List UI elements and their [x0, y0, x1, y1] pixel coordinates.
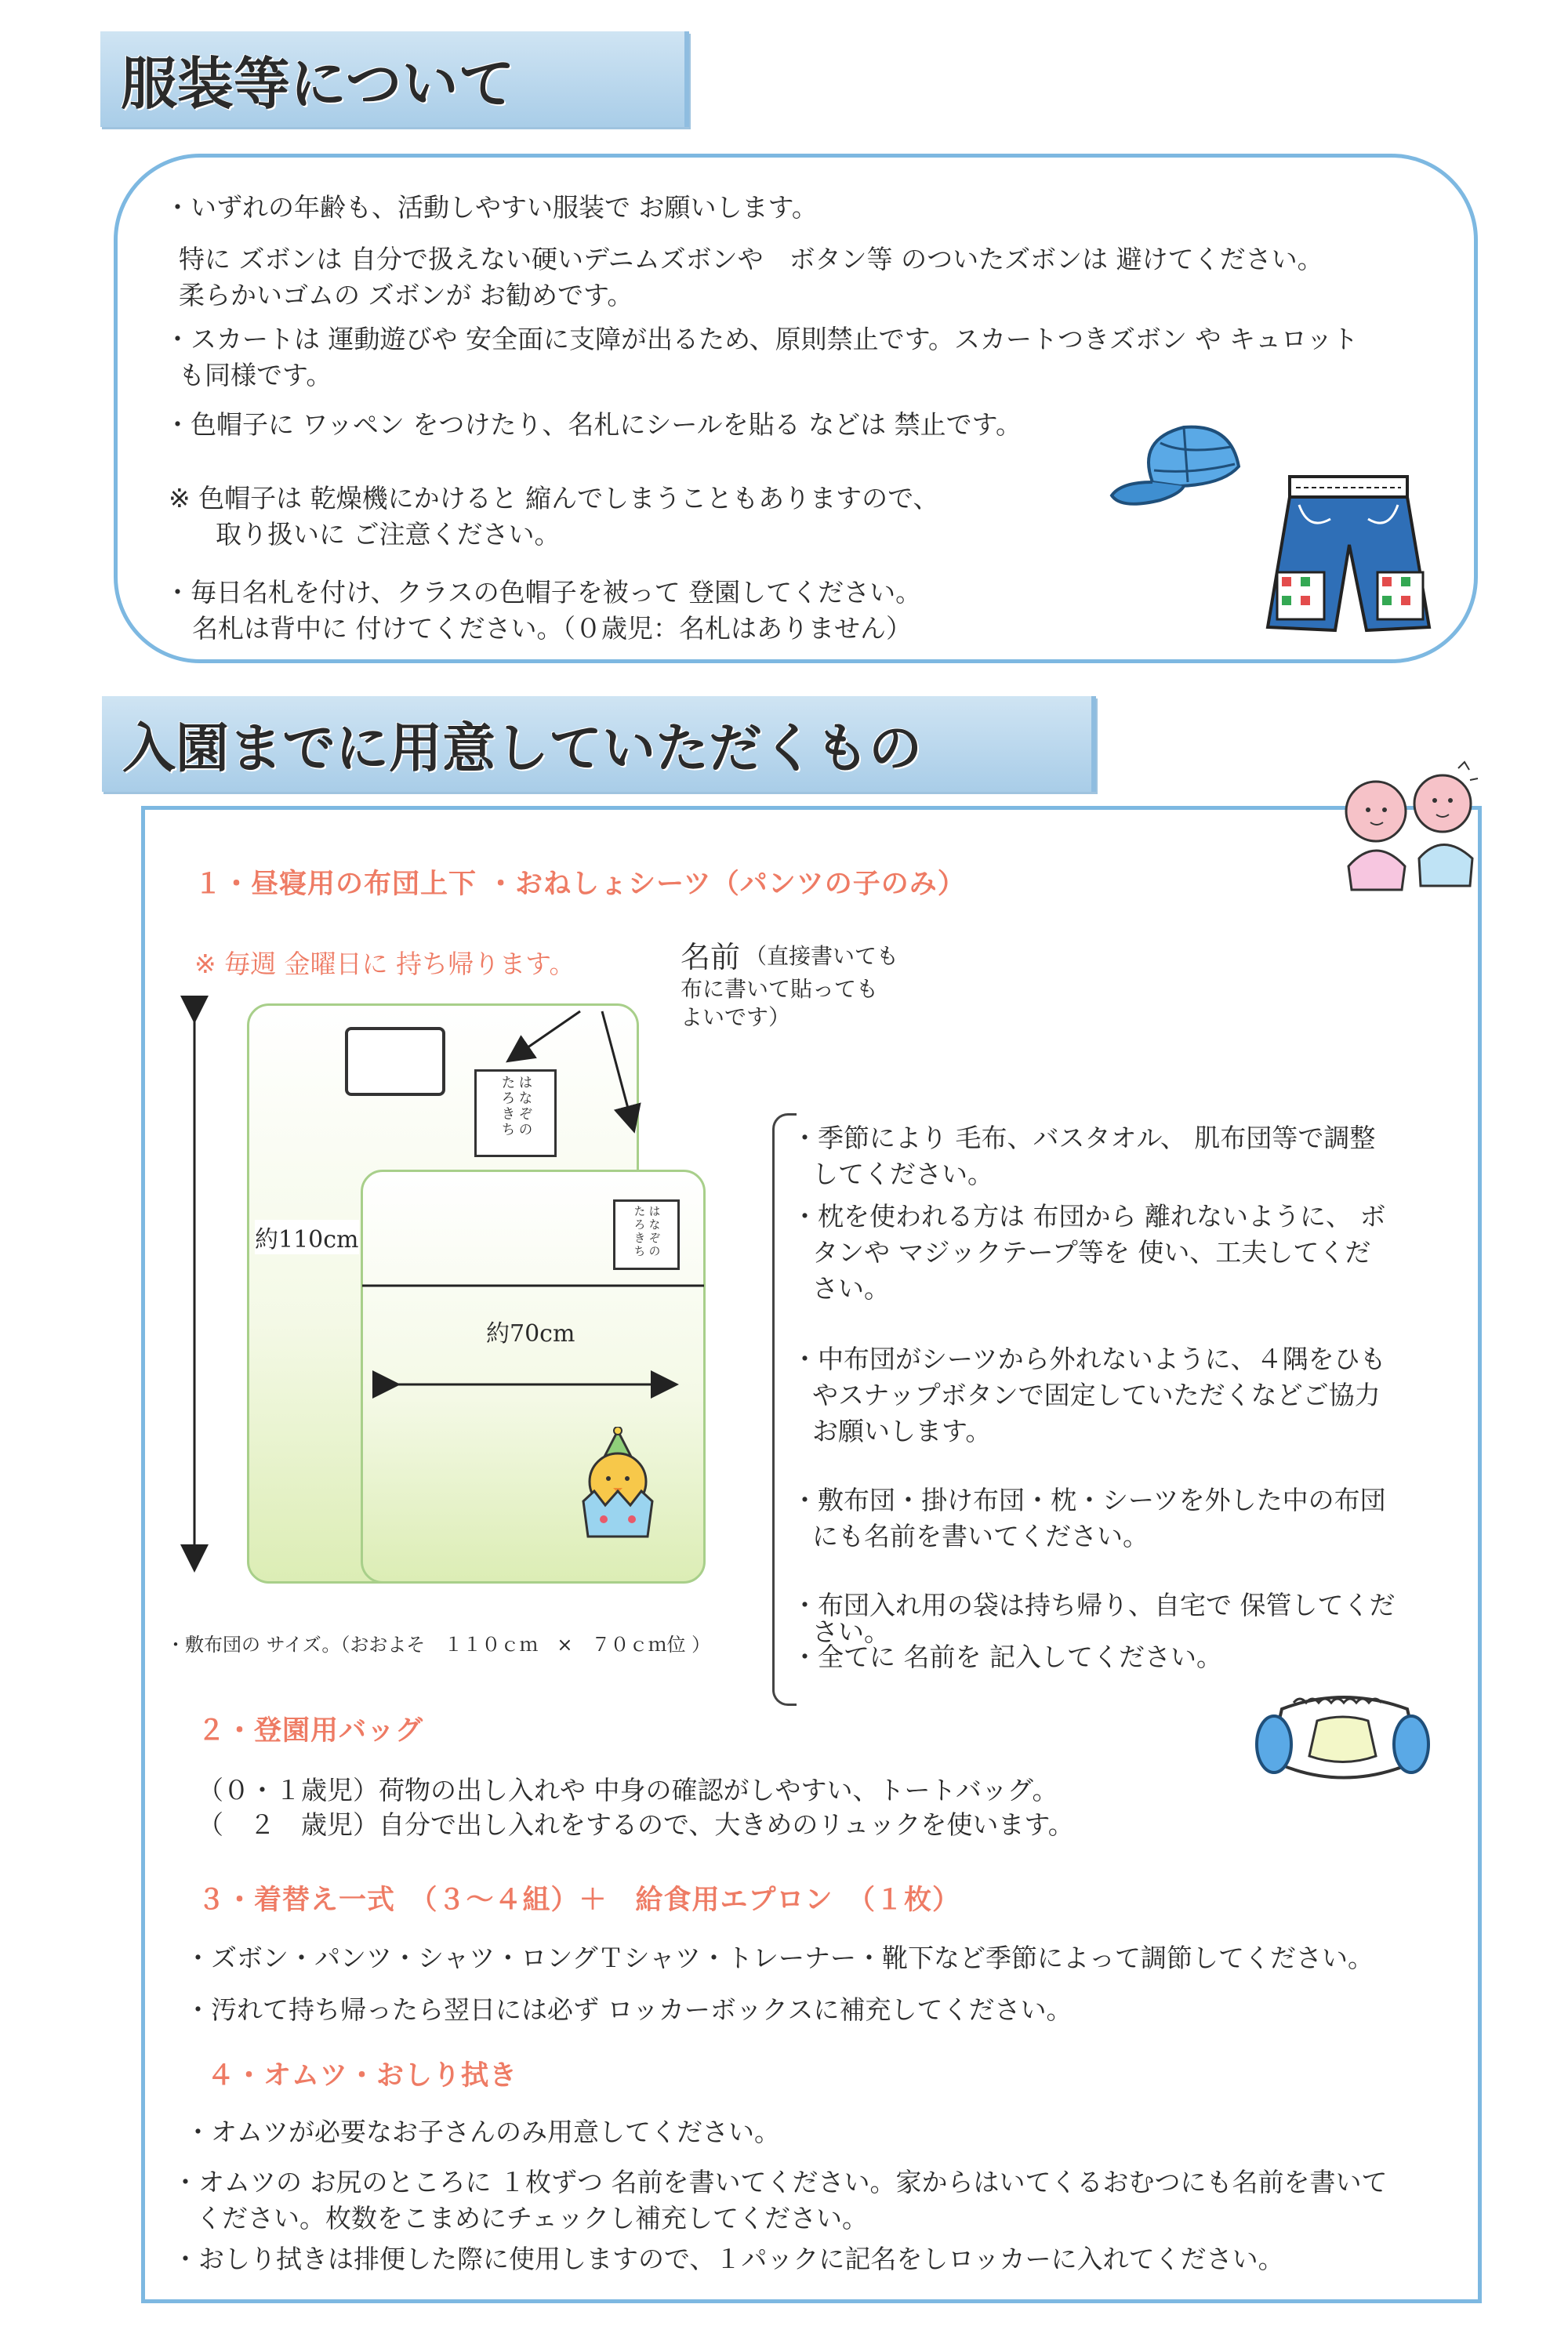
item4-line-1: ・オムツが必要なお子さんのみ用意してください。: [185, 2117, 780, 2147]
chick-illustration: [572, 1427, 666, 1544]
item4-line-2: ・オムツの お尻のところに １枚ずつ 名前を書いてください。家からはいてくるおむつにも名前を書いて: [172, 2167, 1388, 2197]
futon-note-3a: ・中布団がシーツから外れないように、４隅をひも: [792, 1344, 1386, 1374]
section-title-clothing: 服装等について: [121, 51, 515, 117]
section-title-preparation: 入園までに用意していただくもの: [122, 717, 923, 780]
futon-note-1b: してください。: [812, 1159, 993, 1189]
nametag-large-col1: はなぞの: [516, 1075, 533, 1138]
nametag-small-col1: はなぞの: [647, 1205, 662, 1258]
futon-note-2b: タンや マジックテープ等を 使い、工夫してくだ: [812, 1237, 1371, 1268]
clothing-line-4: ・スカートは 運動遊びや 安全面に支障が出るため、原則禁止です。スカートつきズボン や キュロット: [165, 324, 1359, 354]
name-note-2: 布に書いて貼っても: [681, 976, 879, 1002]
item1-heading: １・昼寝用の布団上下 ・おねしょシーツ（パンツの子のみ）: [194, 869, 966, 900]
futon-note-5b: さい。: [812, 1616, 890, 1647]
clothing-line-9: ・毎日名札を付け、クラスの色帽子を被って 登園してください。: [165, 577, 922, 608]
futon-note-2c: さい。: [812, 1273, 890, 1304]
clothing-line-7: ※ 色帽子は 乾燥機にかけると 縮んでしまうこともありますので、: [169, 483, 939, 513]
dim-width-label: 約70cm: [486, 1320, 575, 1348]
item3-heading: ３・着替え一式 （３～４組）＋ 給食用エプロン （１枚）: [198, 1885, 961, 1916]
futon-note-5a: ・布団入れ用の袋は持ち帰り、自宅で 保管してくだ: [792, 1590, 1396, 1620]
clothing-line-1: ・いずれの年齢も、活動しやすい服装で お願いします。: [165, 192, 818, 223]
item4-line-4: ・おしり拭きは排便した際に使用しますので、１パックに記名をしロッカーに入れてください。: [172, 2244, 1284, 2274]
item4-heading: ４・オムツ・おしり拭き: [207, 2060, 518, 2092]
item2-line-2: （ ２ 歳児）自分で出し入れをするので、大きめのリュックを使います。: [198, 1809, 1074, 1840]
item3-line-2: ・汚れて持ち帰ったら翌日には必ず ロッカーボックスに補充してください。: [185, 1994, 1073, 2025]
futon-size-caption: ・敷布団の サイズ。（おおよそ １１０ｃｍ × ７０ｃｍ位 ）: [166, 1634, 711, 1656]
futon-note-4b: にも名前を書いてください。: [812, 1521, 1149, 1551]
clothing-line-6: ・色帽子に ワッペン をつけたり、名札にシールを貼る などは 禁止です。: [165, 409, 1022, 440]
item2-line-1: （０・１歳児）荷物の出し入れや 中身の確認がしやすい、トートバッグ。: [198, 1775, 1058, 1805]
futon-note-3b: やスナップボタンで固定していただくなどご協力: [812, 1380, 1381, 1410]
clothing-line-2: 特に ズボンは 自分で扱えない硬いデニムズボンや ボタン等 のついたズボンは 避けてください。: [179, 244, 1323, 274]
futon-note-4a: ・敷布団・掛け布団・枕・シーツを外した中の布団: [792, 1485, 1386, 1515]
nametag-small-col2: たろきち: [632, 1205, 647, 1258]
name-note-1: （直接書いても: [745, 943, 899, 969]
futon-note-3c: お願いします。: [812, 1416, 992, 1446]
clothing-line-5: も同様です。: [179, 360, 332, 390]
clothing-line-3: 柔らかいゴムの ズボンが お勧めです。: [179, 280, 633, 310]
item1-note: ※ 毎週 金曜日に 持ち帰ります。: [194, 949, 575, 979]
futon-note-2a: ・枕を使われる方は 布団から 離れないように、 ボ: [792, 1201, 1386, 1232]
item4-line-3: ください。枚数をこまめにチェックし補充してください。: [196, 2203, 869, 2233]
clothing-line-8: 取り扱いに ご注意ください。: [216, 519, 561, 550]
name-label: 名前: [681, 940, 741, 974]
dim-height-label: 約110cm: [255, 1220, 359, 1254]
futon-note-6: ・全てに 名前を 記入してください。: [792, 1642, 1222, 1672]
futon-note-1a: ・季節により 毛布、バスタオル、 肌布団等で調整: [792, 1123, 1376, 1153]
clothing-line-10: 名札は背中に 付けてください。（０歳児：名札はありません）: [192, 613, 912, 644]
item3-line-1: ・ズボン・パンツ・シャツ・ロングＴシャツ・トレーナー・靴下など季節によって調節してください。: [185, 1943, 1374, 1973]
diaper-illustration: [1250, 1685, 1435, 1795]
nametag-large-col2: たろきち: [499, 1075, 516, 1138]
item2-heading: ２・登園用バッグ: [198, 1715, 424, 1747]
name-note-3: よいです）: [681, 1004, 791, 1030]
